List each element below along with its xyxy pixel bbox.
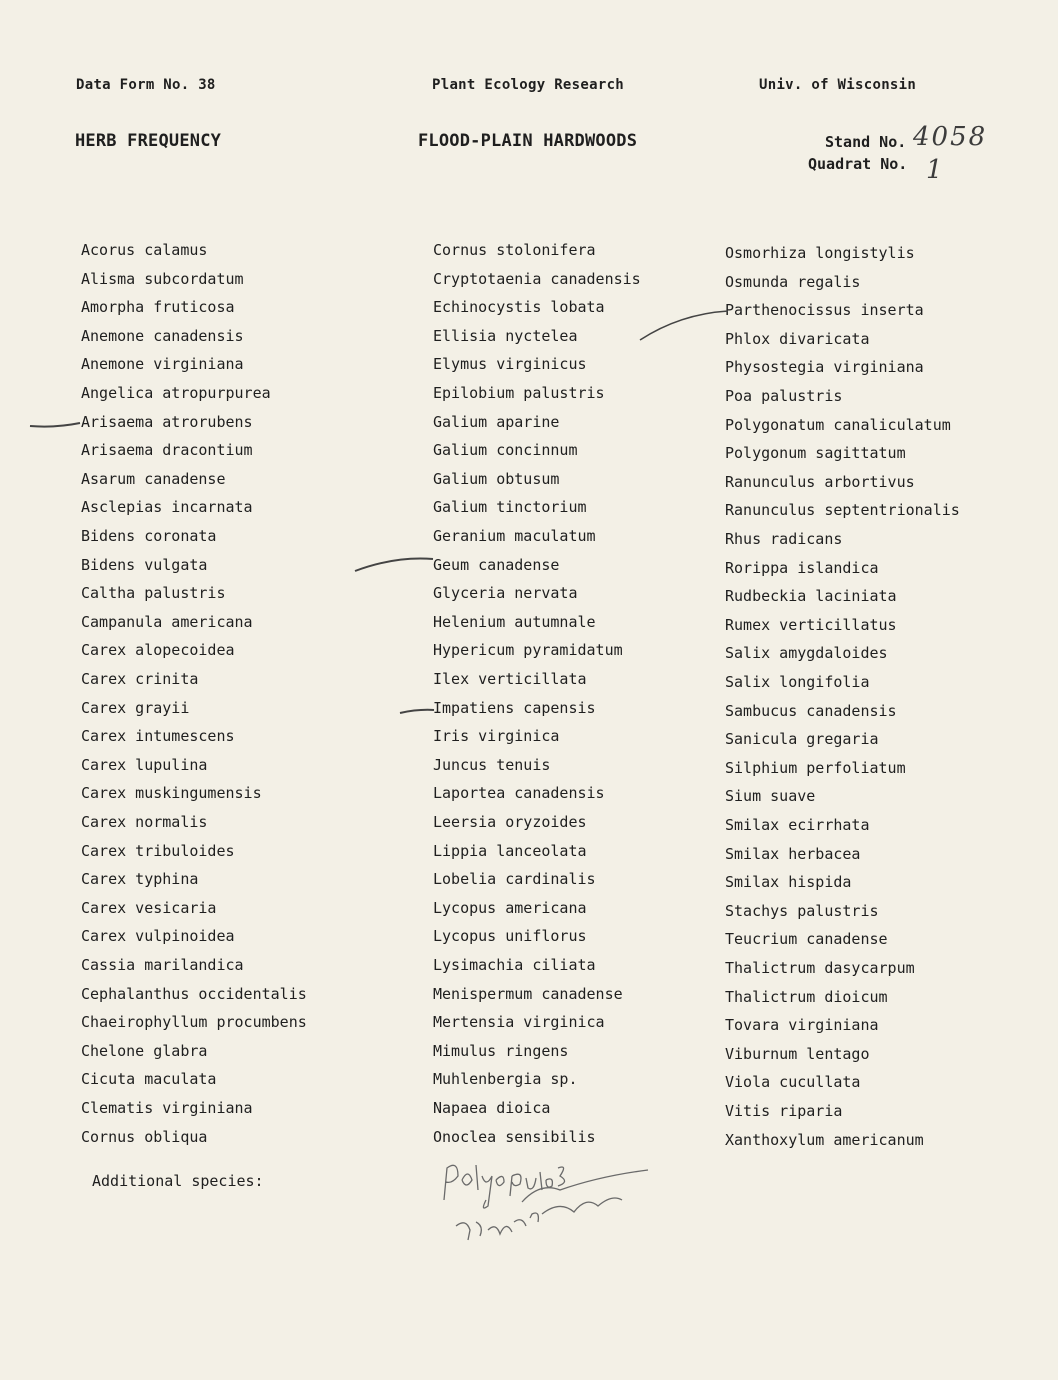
species-item: Rorippa islandica <box>725 559 879 577</box>
species-item: Polygonum sagittatum <box>725 444 906 462</box>
species-item: Cornus obliqua <box>81 1128 208 1146</box>
species-item: Lippia lanceolata <box>433 842 587 860</box>
species-item: Thalictrum dasycarpum <box>725 959 915 977</box>
research-label: Plant Ecology Research <box>432 77 625 93</box>
species-item: Lycopus americana <box>433 899 587 917</box>
species-item: Mimulus ringens <box>433 1042 569 1060</box>
species-item: Helenium autumnale <box>433 613 596 631</box>
species-item: Stachys palustris <box>725 902 879 920</box>
species-item: Elymus virginicus <box>433 355 587 373</box>
form-title: HERB FREQUENCY <box>75 131 222 151</box>
species-item: Laportea canadensis <box>433 784 605 802</box>
additional-species-label: Additional species: <box>92 1172 264 1190</box>
species-item: Galium obtusum <box>433 470 560 488</box>
species-item: Acorus calamus <box>81 241 208 259</box>
species-item: Carex alopecoidea <box>81 641 235 659</box>
species-item: Muhlenbergia sp. <box>433 1070 578 1088</box>
species-item: Viburnum lentago <box>725 1045 870 1063</box>
species-item: Mertensia virginica <box>433 1013 605 1031</box>
species-item: Carex grayii <box>81 699 190 717</box>
species-item: Ilex verticillata <box>433 670 587 688</box>
species-item: Epilobium palustris <box>433 384 605 402</box>
species-item: Smilax hispida <box>725 873 852 891</box>
species-item: Clematis virginiana <box>81 1099 253 1117</box>
species-item: Sium suave <box>725 787 816 805</box>
species-item: Leersia oryzoides <box>433 813 587 831</box>
species-item: Ellisia nyctelea <box>433 327 578 345</box>
species-item: Echinocystis lobata <box>433 298 605 316</box>
university-label: Univ. of Wisconsin <box>759 77 917 93</box>
species-item: Smilax ecirrhata <box>725 816 870 834</box>
species-item: Rumex verticillatus <box>725 616 897 634</box>
species-item: Menispermum canadense <box>433 985 623 1003</box>
species-item: Amorpha fruticosa <box>81 298 235 316</box>
species-item: Lobelia cardinalis <box>433 870 596 888</box>
species-item: Carex vesicaria <box>81 899 217 917</box>
species-item: Anemone canadensis <box>81 327 244 345</box>
species-item: Parthenocissus inserta <box>725 301 924 319</box>
species-item: Osmorhiza longistylis <box>725 244 915 262</box>
species-item: Carex muskingumensis <box>81 784 262 802</box>
species-item: Cassia marilandica <box>81 956 244 974</box>
species-item: Carex lupulina <box>81 756 208 774</box>
species-item: Onoclea sensibilis <box>433 1128 596 1146</box>
species-item: Galium tinctorium <box>433 498 587 516</box>
species-item: Chelone glabra <box>81 1042 208 1060</box>
species-item: Lysimachia ciliata <box>433 956 596 974</box>
species-item: Thalictrum dioicum <box>725 988 888 1006</box>
species-item: Geum canadense <box>433 556 560 574</box>
species-item: Galium aparine <box>433 413 560 431</box>
quadrat-number-handwritten: 1 <box>926 155 945 185</box>
species-item: Ranunculus arbortivus <box>725 473 915 491</box>
species-item: Caltha palustris <box>81 584 226 602</box>
species-item: Carex intumescens <box>81 727 235 745</box>
species-item: Galium concinnum <box>433 441 578 459</box>
species-item: Asclepias incarnata <box>81 498 253 516</box>
species-item: Bidens coronata <box>81 527 217 545</box>
form-number: Data Form No. 38 <box>76 77 216 93</box>
species-item: Asarum canadense <box>81 470 226 488</box>
quadrat-label: Quadrat No. <box>808 155 908 173</box>
species-item: Iris virginica <box>433 727 560 745</box>
species-item: Physostegia virginiana <box>725 358 924 376</box>
species-item: Vitis riparia <box>725 1102 843 1120</box>
species-item: Cicuta maculata <box>81 1070 217 1088</box>
species-item: Smilax herbacea <box>725 845 861 863</box>
species-item: Carex tribuloides <box>81 842 235 860</box>
species-item: Teucrium canadense <box>725 930 888 948</box>
stand-number-handwritten: 4058 <box>913 122 988 152</box>
species-item: Cornus stolonifera <box>433 241 596 259</box>
species-item: Cephalanthus occidentalis <box>81 985 307 1003</box>
species-item: Tovara virginiana <box>725 1016 879 1034</box>
species-item: Arisaema dracontium <box>81 441 253 459</box>
species-item: Impatiens capensis <box>433 699 596 717</box>
stand-label: Stand No. <box>825 133 907 151</box>
species-item: Carex normalis <box>81 813 208 831</box>
species-item: Bidens vulgata <box>81 556 208 574</box>
species-item: Poa palustris <box>725 387 843 405</box>
species-item: Carex vulpinoidea <box>81 927 235 945</box>
species-item: Alisma subcordatum <box>81 270 244 288</box>
species-item: Carex crinita <box>81 670 199 688</box>
species-item: Sambucus canadensis <box>725 702 897 720</box>
species-item: Arisaema atrorubens <box>81 413 253 431</box>
species-item: Hypericum pyramidatum <box>433 641 623 659</box>
species-item: Chaeirophyllum procumbens <box>81 1013 307 1031</box>
species-item: Angelica atropurpurea <box>81 384 271 402</box>
species-item: Viola cucullata <box>725 1073 861 1091</box>
species-item: Geranium maculatum <box>433 527 596 545</box>
species-item: Polygonatum canaliculatum <box>725 416 951 434</box>
species-item: Sanicula gregaria <box>725 730 879 748</box>
species-item: Anemone virginiana <box>81 355 244 373</box>
species-item: Campanula americana <box>81 613 253 631</box>
species-item: Silphium perfoliatum <box>725 759 906 777</box>
species-item: Rhus radicans <box>725 530 843 548</box>
species-item: Rudbeckia laciniata <box>725 587 897 605</box>
species-item: Juncus tenuis <box>433 756 551 774</box>
species-item: Ranunculus septentrionalis <box>725 501 960 519</box>
species-item: Salix longifolia <box>725 673 870 691</box>
species-item: Xanthoxylum americanum <box>725 1131 924 1149</box>
species-item: Salix amygdaloides <box>725 644 888 662</box>
species-item: Cryptotaenia canadensis <box>433 270 641 288</box>
species-item: Carex typhina <box>81 870 199 888</box>
species-item: Osmunda regalis <box>725 273 861 291</box>
species-item: Napaea dioica <box>433 1099 551 1117</box>
community-title: FLOOD-PLAIN HARDWOODS <box>418 131 638 151</box>
species-item: Phlox divaricata <box>725 330 870 348</box>
species-item: Glyceria nervata <box>433 584 578 602</box>
species-item: Lycopus uniflorus <box>433 927 587 945</box>
